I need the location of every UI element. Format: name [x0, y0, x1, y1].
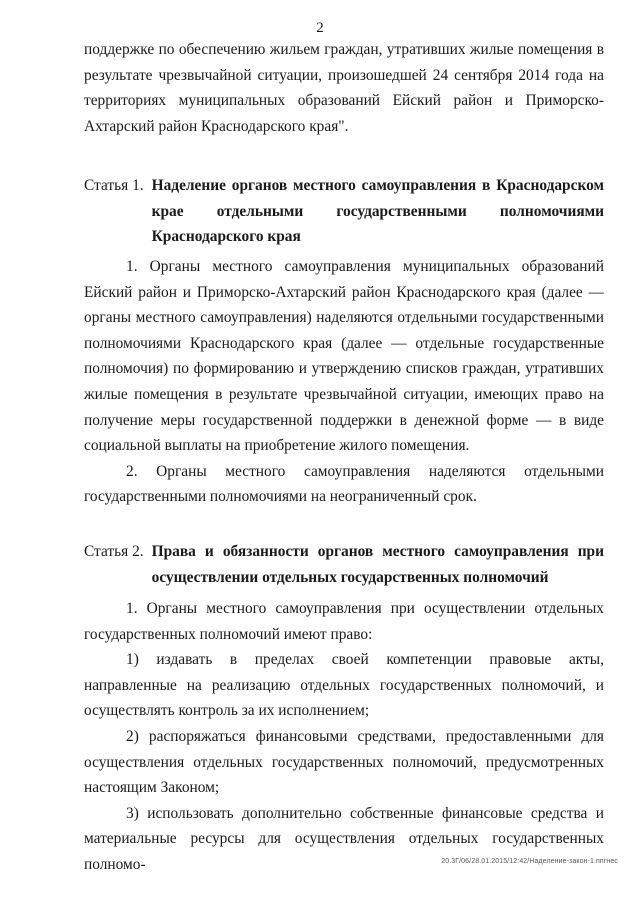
- article-1-label: Статья 1.: [84, 177, 144, 194]
- article-2: [84, 539, 604, 590]
- article-1: [84, 173, 604, 250]
- article-2-paragraph: 1) издавать в пределах своей компетенции правовые акты, направленные на реализацию отдельных государственных полномочий, и осуществлять контроль за их исполнением;: [84, 651, 604, 720]
- article-2-label: Статья 2.: [84, 543, 144, 560]
- article-2-paragraph: 1. Органы местного самоуправления при осуществлении отдельных государственных полномочий имеют право:: [84, 600, 604, 643]
- article-1-title: Наделение органов местного самоуправления в Краснодарском крае отдельными государственными полномочиями Краснодарского края: [151, 177, 604, 246]
- article-2-title: Права и обязанности органов местного самоуправления при осуществлении отдельных государственных полномочий: [151, 543, 604, 586]
- article-1-paragraph: 2. Органы местного самоуправления наделяются отдельными государственными полномочиями на неограниченный срок.: [84, 462, 604, 506]
- article-1-paragraph: 1. Органы местного самоуправления муниципальных образований Ейский район и Приморско-Ахтарский район Краснодарского края (далее — органы местного самоуправления) наделяются отдельными государственными полномочиями Краснодарского края (далее — отдельные государственные полномочия) по формированию и утверждению списков граждан, утративших жилые помещения в результате чрезвычайной ситуации, имеющих право на получение меры государственной поддержки в денежной форме — в виде социальной выплаты на приобретение жилого помещения.: [84, 258, 604, 455]
- intro-paragraph: поддержке по обеспечению жильем граждан, утративших жилые помещения в результате чрезвычайной ситуации, произошедшей 24 сентября 2014 года на территориях муниципальных образований Ейский район и Приморско-Ахтарский район Краснодарского края".: [84, 41, 604, 135]
- article-2-heading: [84, 539, 604, 590]
- intro-paragraph-block: [84, 37, 604, 139]
- article-2-paragraph: 3) использовать дополнительно собственные финансовые средства и материальные ресурсы для осуществления отдельных государственных полномо-: [84, 804, 604, 873]
- article-1-heading: [84, 173, 604, 250]
- article-1-body: [84, 254, 604, 510]
- page-number: 2: [316, 20, 324, 36]
- article-2-body: [84, 596, 604, 878]
- document-footer-code: 20.3Г/06/28.01.2015/12:42/Наделение-закон-1.ппгнес: [441, 858, 618, 865]
- article-2-paragraph: 2) распоряжаться финансовыми средствами, предоставленными для осуществления отдельных государственных полномочий, предусмотренных настоящим Законом;: [84, 727, 604, 797]
